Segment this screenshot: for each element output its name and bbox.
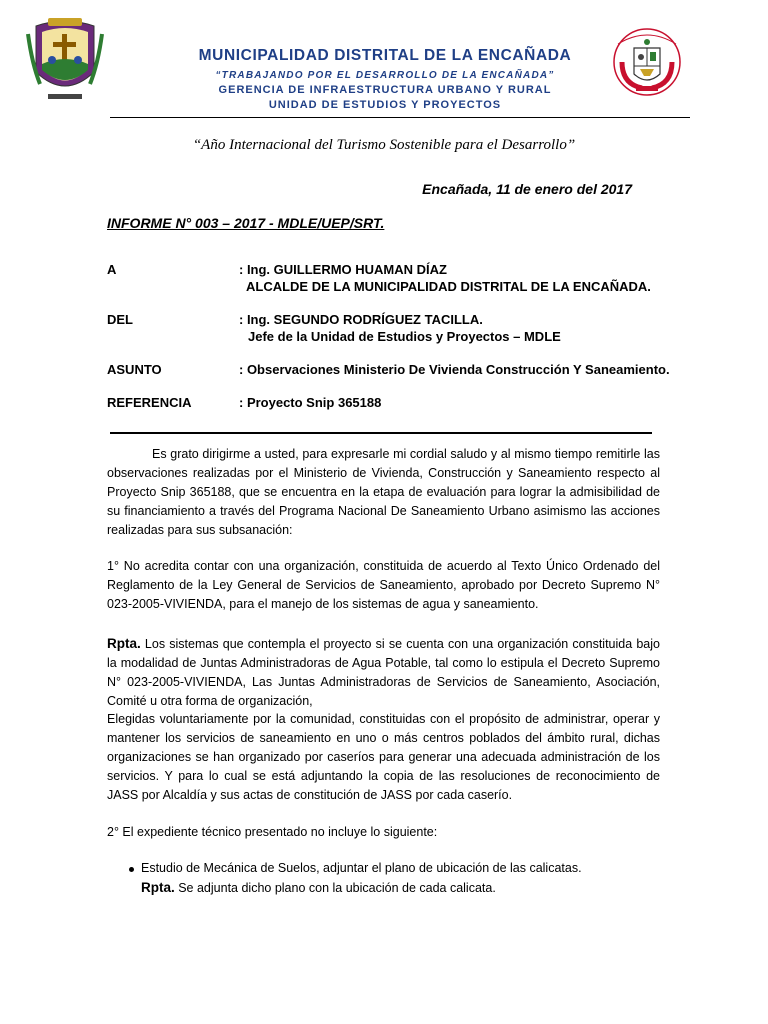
response-1-label: Rpta. <box>107 636 141 651</box>
sender-name: : Ing. SEGUNDO RODRÍGUEZ TACILLA. <box>239 312 483 327</box>
subject-label: ASUNTO <box>107 362 162 377</box>
bullet-response-text: Se adjunta dicho plano con la ubicación de cada calicata. <box>174 881 496 895</box>
bullet-response-label: Rpta. <box>141 880 175 895</box>
office-name: GERENCIA DE INFRAESTRUCTURA URBANO Y RURAL <box>218 84 552 96</box>
peru-coat-of-arms-logo <box>612 22 682 110</box>
response-1 <box>107 634 660 711</box>
recipient-label: A <box>107 262 117 277</box>
report-number: INFORME N° 003 – 2017 - MDLE/UEP/SRT. <box>107 215 385 231</box>
observation-1: 1° No acredita contar con una organización, constituida de acuerdo al Texto Único Ordenado del Reglamento de la Ley General de Servicios de Saneamiento, aprobado por Decreto Supremo N° 023-2005-VIVIENDA, para el manejo de los sistemas de agua y saneamiento. <box>107 559 660 611</box>
header-divider <box>110 117 690 118</box>
date-line: Encañada, 11 de enero del 2017 <box>422 181 632 197</box>
response-1-text: Los sistemas que contempla el proyecto si se cuenta con una organización constituida bajo la modalidad de Juntas Administradoras de Agua Potable, tal como lo estipula el Decreto Supremo N° 023-2005-VIVIENDA, Las Juntas Administradoras de Servicios de Saneamiento, Asociación, Comité u otra forma de organización, <box>107 637 660 708</box>
unit-name: UNIDAD DE ESTUDIOS Y PROYECTOS <box>268 99 502 111</box>
recipient-name: : Ing. GUILLERMO HUAMAN DÍAZ <box>239 262 447 277</box>
year-motto: “Año Internacional del Turismo Sostenible para el Desarrollo” <box>192 137 576 153</box>
section-divider <box>110 432 652 434</box>
municipal-crest-logo <box>26 14 104 104</box>
reference-label: REFERENCIA <box>107 395 192 410</box>
sender-label: DEL <box>107 312 133 327</box>
bullet-response <box>141 878 661 898</box>
reference-value: : Proyecto Snip 365188 <box>239 395 382 410</box>
subject-value: : Observaciones Ministerio De Vivienda Construcción Y Saneamiento. <box>239 362 670 377</box>
intro-paragraph: Es grato dirigirme a usted, para expresarle mi cordial saludo y al mismo tiempo remitirle las observaciones realizadas por el Ministerio de Vivienda, Construcción y Saneamiento respecto al Proyecto Snip 365188, que se encuentra en la etapa de evaluación para lograr la admisibilidad de su financiamiento a través del Programa Nacional De Saneamiento Urbano asimismo las acciones realizadas para sus subsanación: <box>107 447 660 537</box>
bullet-item-soil-study: Estudio de Mecánica de Suelos, adjuntar el plano de ubicación de las calicatas. <box>141 861 582 875</box>
bullet-icon <box>129 867 134 872</box>
municipality-motto: “TRABAJANDO POR EL DESARROLLO DE LA ENCAÑADA” <box>215 70 555 81</box>
response-1-continuation: Elegidas voluntariamente por la comunidad, constituidas con el propósito de administrar, operar y mantener los servicios de saneamiento en uno o más centros poblados del ámbito rural, dichas organizaciones se han organizado por caseríos para generar una adecuada administración de los servicios. Y para lo cual se está adjuntando la copia de las resoluciones de reconocimiento de JASS por Alcaldía y sus actas de constitución de JASS por cada caserío. <box>107 712 660 802</box>
observation-2: 2° El expediente técnico presentado no incluye lo siguiente: <box>107 825 438 839</box>
recipient-title: ALCALDE DE LA MUNICIPALIDAD DISTRITAL DE LA ENCAÑADA. <box>246 279 651 294</box>
municipality-title: MUNICIPALIDAD DISTRITAL DE LA ENCAÑADA <box>198 47 572 64</box>
sender-title: Jefe de la Unidad de Estudios y Proyectos – MDLE <box>248 329 561 344</box>
